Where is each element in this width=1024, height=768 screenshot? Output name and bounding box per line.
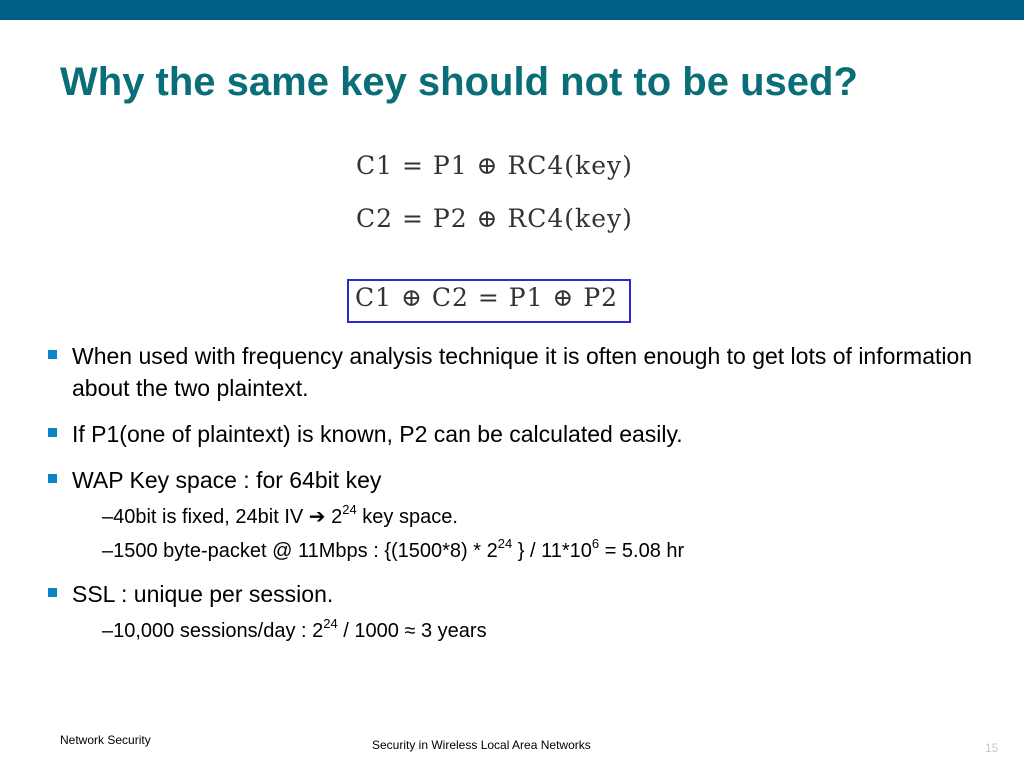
- slide-title: Why the same key should not to be used?: [60, 60, 858, 104]
- bullet-text: When used with frequency analysis technique it is often enough to get lots of information about the two plaintext.: [72, 343, 973, 401]
- bullet-text: If P1(one of plaintext) is known, P2 can be calculated easily.: [72, 421, 683, 447]
- sub-text: } / 11*10: [512, 540, 592, 562]
- exponent: 24: [497, 536, 513, 552]
- sub-text: / 1000 ≈ 3 years: [337, 620, 487, 642]
- bullet-text: SSL : unique per session.: [72, 581, 334, 607]
- sub-bullet-item: [46, 538, 976, 564]
- square-bullet-icon: [48, 474, 57, 483]
- exponent: 6: [591, 536, 600, 552]
- bullet-item: [46, 464, 976, 496]
- footer-topic: Security in Wireless Local Area Networks: [372, 738, 591, 752]
- sub-text: –1500 byte-packet @ 11Mbps : {(1500*8) * 2: [102, 540, 498, 562]
- sub-text: –40bit is fixed, 24bit IV: [102, 506, 309, 528]
- footer-course-name: Network Security: [60, 733, 151, 747]
- square-bullet-icon: [48, 428, 57, 437]
- exponent: 24: [342, 502, 357, 518]
- sub-text: = 5.08 hr: [599, 540, 685, 562]
- bullet-item: [46, 340, 976, 404]
- bullet-list: [46, 340, 976, 658]
- bullet-item: [46, 418, 976, 450]
- sub-text: 2: [325, 506, 343, 528]
- right-arrow-icon: ➔: [308, 506, 326, 528]
- sub-bullet-item: [46, 618, 976, 644]
- square-bullet-icon: [48, 588, 57, 597]
- bullet-text: WAP Key space : for 64bit key: [72, 467, 382, 493]
- bullet-item: [46, 578, 976, 610]
- equation-c1: C1 = P1 ⊕ RC4(key): [356, 151, 633, 180]
- top-banner: [0, 0, 1024, 20]
- sub-bullet-item: [46, 504, 976, 530]
- equation-c2: C2 = P2 ⊕ RC4(key): [356, 204, 633, 233]
- exponent: 24: [323, 616, 338, 632]
- equation-xor-result: C1 ⊕ C2 = P1 ⊕ P2: [355, 283, 619, 312]
- square-bullet-icon: [48, 350, 57, 359]
- sub-text: –10,000 sessions/day : 2: [102, 620, 324, 642]
- sub-text: key space.: [356, 506, 458, 528]
- page-number: 15: [985, 741, 999, 755]
